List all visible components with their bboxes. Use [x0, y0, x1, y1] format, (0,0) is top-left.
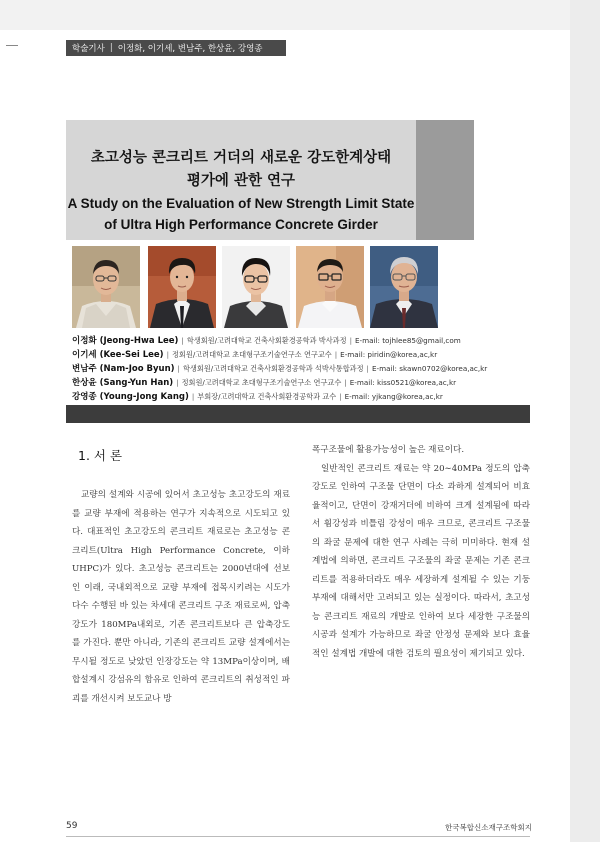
header-divider-bar [66, 405, 530, 423]
author-affiliation: 학생회원/고려대학교 건축사회환경공학과 석박사통합과정 [182, 364, 364, 373]
journal-name: 한국복합신소재구조학회지 [445, 823, 532, 832]
author-photo-5 [370, 246, 438, 328]
separator: | [109, 43, 113, 53]
right-margin-strip [570, 0, 600, 842]
author-email: E-mail: tojhlee85@gmail,com [355, 336, 461, 345]
author-name: 변남주 (Nam-Joo Byun) [72, 364, 175, 374]
author-name: 이기세 (Kee-Sei Lee) [72, 350, 164, 360]
left-column [72, 446, 290, 708]
author-name: 이정화 (Jeong-Hwa Lee) [72, 336, 179, 346]
author-entry: 변남주 (Nam-Joo Byun) | 학생회원/고려대학교 건축사회환경공학과 석박사통합과정 | E-mail: skawn0702@korea,ac,kr [72, 364, 488, 374]
author-photo-1 [72, 246, 140, 328]
paragraph: 일반적인 콘크리트 재료는 약 20∼40MPa 정도의 압축강도로 인하여 구조물 단면이 다소 과하게 설계되어 비효율적이고, 단면이 강재거더에 비하여 크게 설계됨에 따라서 휨강성과 비틀림 강성이 매우 크므로, 콘크리트 구조물의 좌굴 문제에 대한 연구 사례는 극히 미미하다. 현재 설계법에 의하면, 콘크리트 구조물의 좌굴 문제는 기존 콘크리트를 적용하더라도 매우 세장하게 설계될 수 있는 기둥 부재에 대해서만 고려되고 있는 실정이다. 따라서, 초고성능 콘크리트 재료의 개발로 인하여 보다 세장한 구조물의 시공과 설계가 가능하므로 좌굴 안정성 문제와 보다 효율적인 설계법 개발에 대한 검토의 필요성이 제기되고 있다. [312, 463, 530, 659]
title-english-line2: of Ultra High Performance Concrete Girder [104, 217, 378, 232]
author-entry: 강영종 (Young-Jong Kang) | 부회장/고려대학교 건축사회환경공학과 교수 | E-mail: yjkang@korea,ac,kr [72, 392, 443, 402]
author-name: 한상윤 (Sang-Yun Han) [72, 378, 174, 388]
paragraph: 교량의 설계와 시공에 있어서 초고성능 초고강도의 재료를 교량 부재에 적용하는 연구가 지속적으로 시도되고 있다. 대표적인 초고강도의 콘크리트 재료로는 초고성능 콘크리트(Ultra High Performance Concrete, 이하 UHPC)가 있다. 초고성능 콘크리트는 2000년대에 선보인 이래, 국내외적으로 교량 부재에 접목시키려는 시도가 다수 수행된 바 있는 차세대 콘크리트 구조 재료로써, 압축강도가 180MPa내외로, 기존 콘크리트보다 큰 압축강도를 가진다. 뿐만 아니라, 기존의 콘크리트 교량 설계에서는 무시될 정도로 낮았던 인장강도는 약 13MPa이상이며, 배합설계시 강섬유의 함유로 인하여 콘크리트의 취성적인 파괴를 개선시켜 보도교나 방 [72, 490, 290, 704]
title-box [66, 120, 474, 240]
author-affiliation: 부회장/고려대학교 건축사회환경공학과 교수 [197, 392, 337, 401]
author-affiliation: 정회원/고려대학교 초대형구조기술연구소 연구교수 [181, 378, 342, 387]
title-accent-block [416, 120, 474, 240]
paragraph: 폭구조물에 활용가능성이 높은 재료이다. [312, 445, 465, 455]
author-list [72, 334, 488, 404]
section-tag [66, 40, 286, 56]
author-photo-2 [148, 246, 216, 328]
author-photo-3 [222, 246, 290, 328]
author-email: E-mail: skawn0702@korea,ac,kr [371, 364, 488, 373]
page-number: 59 [66, 821, 78, 831]
title-english-line1: A Study on the Evaluation of New Strength Limit State [67, 196, 415, 211]
author-photo-4 [296, 246, 364, 328]
author-affiliation: 정회원/고려대학교 초대형구조기술연구소 연구교수 [171, 350, 332, 359]
author-email: E-mail: yjkang@korea,ac,kr [344, 392, 443, 401]
top-margin-band [0, 0, 600, 30]
title-korean-line2: 평가에 관한 연구 [186, 173, 296, 189]
author-email: E-mail: piridin@korea,ac,kr [340, 350, 438, 359]
right-column [312, 441, 530, 663]
footer-rule [66, 836, 530, 837]
crop-mark [6, 45, 18, 46]
title-korean-line1: 초고성능 콘크리트 거더의 새로운 강도한계상태 [90, 150, 392, 166]
author-photos [72, 246, 467, 328]
author-entry: 이기세 (Kee-Sei Lee) | 정회원/고려대학교 초대형구조기술연구소 연구교수 | E-mail: piridin@korea,ac,kr [72, 350, 438, 360]
author-entry: 한상윤 (Sang-Yun Han) | 정회원/고려대학교 초대형구조기술연구소 연구교수 | E-mail: kiss0521@korea,ac,kr [72, 378, 457, 388]
header-authors: 이정화, 이기세, 변남주, 한상윤, 강영종 [117, 44, 263, 54]
author-affiliation: 학생회원/고려대학교 건축사회환경공학과 박사과정 [186, 336, 347, 345]
author-entry: 이정화 (Jeong-Hwa Lee) | 학생회원/고려대학교 건축사회환경공학과 박사과정 | E-mail: tojhlee85@gmail,com [72, 336, 461, 346]
author-name: 강영종 (Young-Jong Kang) [72, 392, 189, 402]
section-heading: 1. 서 론 [78, 448, 123, 463]
author-email: E-mail: kiss0521@korea,ac,kr [349, 378, 457, 387]
section-label: 학술기사 [72, 44, 105, 54]
